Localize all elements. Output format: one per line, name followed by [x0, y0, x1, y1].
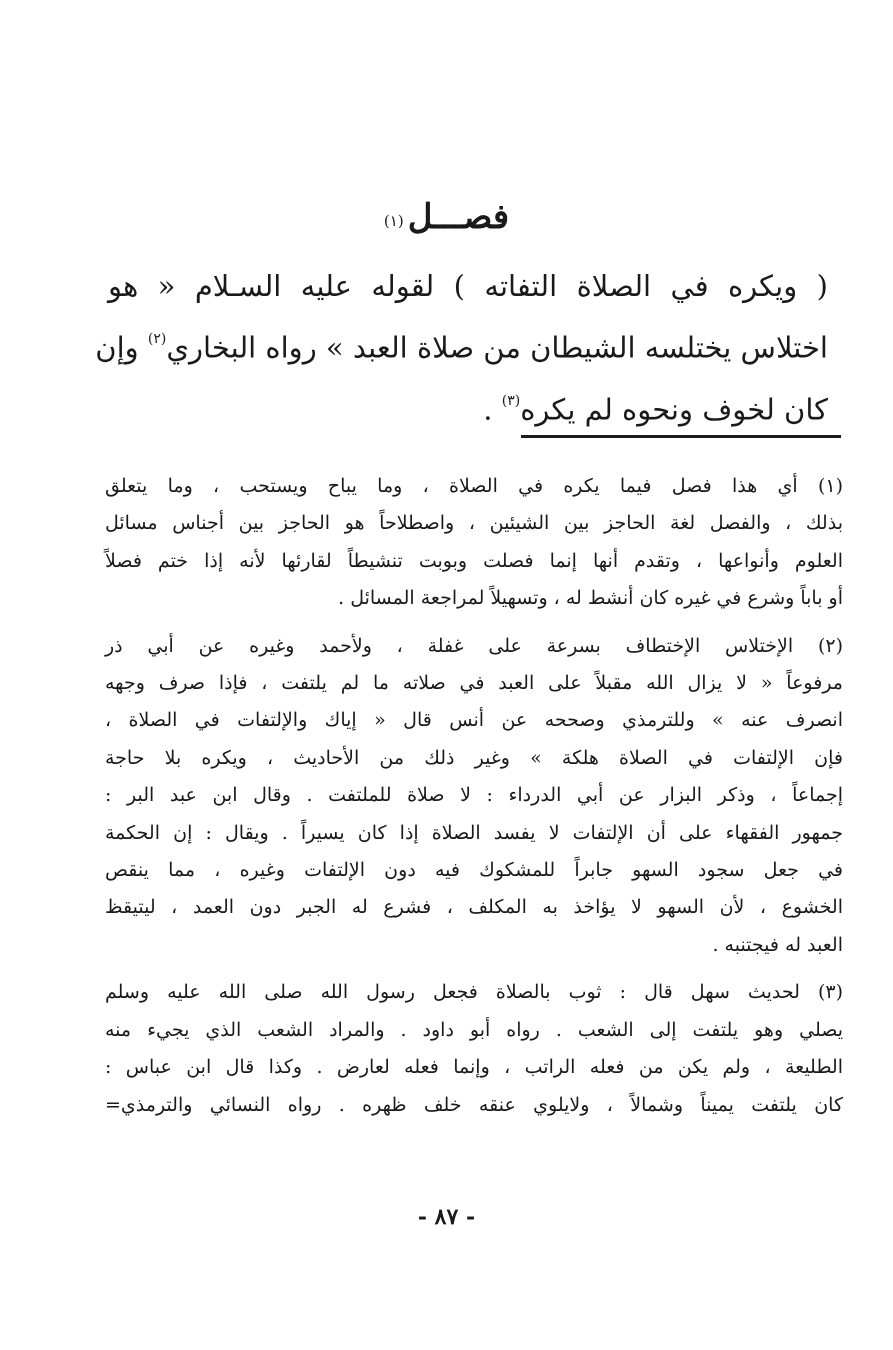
page-number: - ٨٧ -	[417, 1204, 476, 1230]
footnote-line: العبد له فيجتنبه .	[712, 933, 843, 956]
footnote-3	[105, 974, 843, 1124]
footnote-ref-2: (٢)	[147, 331, 167, 347]
section-heading	[0, 192, 893, 242]
main-text-line: كان لخوف ونحوه لم يكره$^{(٣)}$ .	[483, 392, 828, 427]
main-text-line: اختلاس يختلسه الشيطان من صلاة العبد » رواه البخاري$^{(٢)}$ وإن	[95, 330, 828, 365]
footnote-separator	[521, 435, 841, 438]
footnote-line: الخشوع ، لأن السهو لا يؤاخذ به المكلف ، فشرع له الجبر دون العمد ، ليتيقظ	[105, 896, 843, 919]
footnote-line: (٣) لحديث سهل قال : ثوب بالصلاة فجعل رسول الله صلى الله عليه وسلم	[105, 981, 843, 1004]
footnote-1	[105, 468, 843, 618]
footnote-2	[105, 628, 843, 965]
footnote-line: جمهور الفقهاء على أن الإلتفات لا يفسد الصلاة إذا كان يسيراً . ويقال : إن الحكمة	[105, 821, 843, 844]
footnote-line: في جعل سجود السهو جابراً للمشكوك فيه دون الإلتفات وغيره ، مما ينقص	[105, 859, 843, 882]
heading-footnote-ref: (١)	[383, 212, 404, 230]
footnote-line: يصلي وهو يلتفت إلى الشعب . رواه أبو داود . والمراد الشعب الذي يجيء منه	[105, 1018, 843, 1041]
footnote-line: (٢) الإختلاس الإختطاف بسرعة على غفلة ، ولأحمد وغيره عن أبي ذر	[105, 634, 843, 657]
footnote-line: إجماعاً ، وذكر البزار عن أبي الدرداء : لا صلاة للملتفت . وقال ابن عبد البر :	[105, 784, 843, 807]
main-text	[95, 258, 828, 438]
footnote-line: (١) أي هذا فصل فيما يكره في الصلاة ، وما يباح ويستحب ، وما يتعلق	[105, 475, 843, 497]
footnote-line: بذلك ، والفصل لغة الحاجز بين الشيئين ، واصطلاحاً هو الحاجز بين أجناس مسائل	[105, 512, 843, 535]
footnote-ref-3: (٣)	[501, 392, 521, 409]
footnote-line: الطليعة ، ولم يكن من فعله الراتب ، وإنما فعله لعارض . وكذا قال ابن عباس :	[105, 1056, 843, 1079]
main-text-line: ( ويكره في الصلاة التفاته ) لقوله عليه السـلام « هو	[108, 269, 828, 303]
footnote-line: أو باباً وشرع في غيره كان أنشط له ، وتسهيلاً لمراجعة المسائل .	[338, 587, 843, 610]
footnote-line: مرفوعاً « لا يزال الله مقبلاً على العبد في صلاته ما لم يلتفت ، فإذا صرف وجهه	[105, 672, 843, 695]
section-title: فصـــل	[407, 197, 510, 237]
footnote-line: انصرف عنه » وللترمذي وصححه عن أنس قال « إياك والإلتفات في الصلاة ،	[105, 709, 843, 732]
footnotes	[105, 468, 843, 1134]
footnote-line: العلوم وأنواعها ، وتقدم أنها إنما فصلت وبوبت تنشيطاً لقارئها لأنه إذا ختم فصلاً	[105, 549, 843, 572]
footnote-line: كان يلتفت يميناً وشمالاً ، ولايلوي عنقه خلف ظهره . رواه النسائي والترمذي=	[105, 1093, 843, 1116]
footnote-line: فإن الإلتفات في الصلاة هلكة » وغير ذلك من الأحاديث ، ويكره بلا حاجة	[105, 746, 843, 769]
